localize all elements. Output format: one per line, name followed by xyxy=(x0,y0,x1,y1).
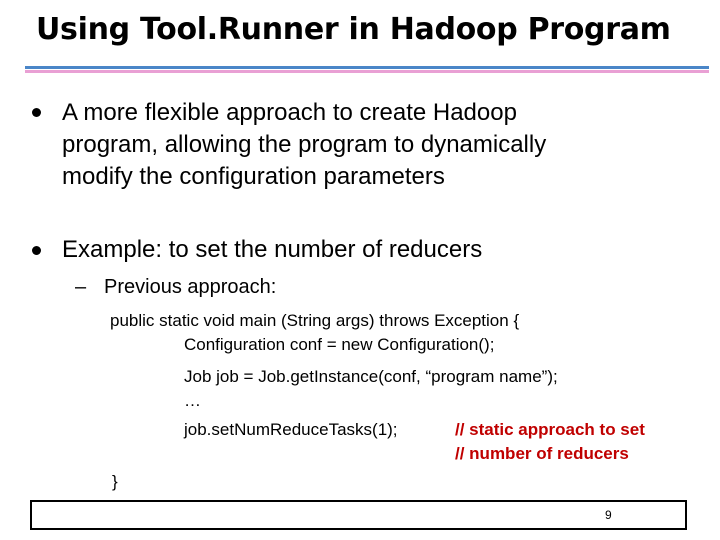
code-line-4: … xyxy=(184,391,201,410)
title-rule-pink xyxy=(25,70,709,73)
bullet-1-line-2: program, allowing the program to dynamically xyxy=(62,131,547,158)
code-comment-1: // static approach to set xyxy=(455,420,645,439)
code-closing-brace: } xyxy=(112,472,118,491)
code-line-3: Job job = Job.getInstance(conf, “program name”); xyxy=(184,367,558,386)
title-rule-blue xyxy=(25,66,709,69)
page-number: 9 xyxy=(605,508,612,522)
bullet-dot-1 xyxy=(32,108,41,117)
bullet-1-line-3: modify the configuration parameters xyxy=(62,163,445,190)
bullet-2-line-1: Example: to set the number of reducers xyxy=(62,236,483,263)
code-line-1: public static void main (String args) throws Exception { xyxy=(110,311,520,330)
bullet-dot-2 xyxy=(32,246,41,255)
sub-bullet-text: Previous approach: xyxy=(104,276,277,298)
code-comment-2: // number of reducers xyxy=(455,444,629,463)
sub-bullet-dash: – xyxy=(75,276,87,298)
code-line-5: job.setNumReduceTasks(1); xyxy=(184,420,398,439)
footer-box xyxy=(30,500,687,530)
slide-title: Using Tool.Runner in Hadoop Program xyxy=(36,12,671,47)
bullet-1-line-1: A more flexible approach to create Hadoop xyxy=(62,99,517,126)
code-line-2: Configuration conf = new Configuration(); xyxy=(184,335,495,354)
